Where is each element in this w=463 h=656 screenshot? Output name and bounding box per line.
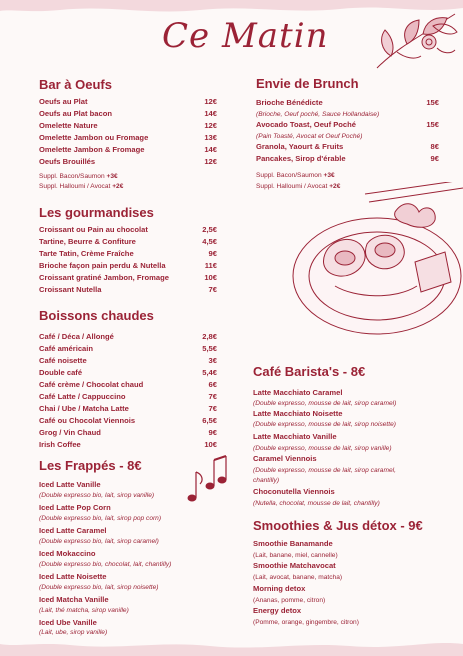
menu-item: Oeufs Brouillés 12€: [39, 157, 217, 166]
menu-item: Iced Latte Noisette: [39, 572, 107, 581]
menu-item: Latte Macchiato Noisette: [253, 409, 343, 418]
menu-item: Energy detox: [253, 606, 302, 615]
floral-illustration: [367, 8, 459, 74]
menu-item: Tartine, Beurre & Confiture 4,5€: [39, 237, 217, 246]
menu-item: Iced Latte Vanille: [39, 480, 101, 489]
menu-item: Granola, Yaourt & Fruits 8€: [256, 142, 439, 151]
section-title-barista: Café Barista's - 8€: [253, 364, 366, 379]
menu-item: Morning detox: [253, 584, 306, 593]
item-description: (Double expresso, mousse de lait, sirop vanille): [253, 445, 392, 452]
section-title-boissons: Boissons chaudes: [39, 308, 154, 323]
section-title-smoothies: Smoothies & Jus détox - 9€: [253, 518, 423, 533]
menu-item: Omelette Jambon ou Fromage 13€: [39, 133, 217, 142]
menu-item: Smoothie Matchavocat: [253, 561, 336, 570]
bottom-wave-decoration: [0, 638, 463, 656]
item-description: (Pain Toasté, Avocat et Oeuf Poché): [256, 133, 363, 140]
menu-item: Latte Macchiato Vanille: [253, 432, 337, 441]
menu-item: Iced Latte Pop Corn: [39, 503, 111, 512]
brand-logo: Ce Matin: [162, 16, 329, 56]
menu-item: Café Latte / Cappuccino 7€: [39, 392, 217, 401]
music-notes-decoration: [182, 452, 228, 512]
item-description: (Lait, thé matcha, sirop vanille): [39, 607, 129, 614]
menu-item: Café ou Chocolat Viennois 6,5€: [39, 416, 217, 425]
menu-item: Croissant ou Pain au chocolat 2,5€: [39, 225, 217, 234]
brunch-plate-illustration: [285, 182, 463, 340]
menu-item: Café noisette 3€: [39, 356, 217, 365]
menu-item: Oeufs au Plat bacon 14€: [39, 109, 217, 118]
menu-item: Café / Déca / Allongé 2,8€: [39, 332, 217, 341]
item-description: (Double expresso, mousse de lait, sirop caramel): [253, 400, 397, 407]
item-description: (Double expresso, mousse de lait, sirop caramel,: [253, 467, 396, 474]
menu-item: Irish Coffee 10€: [39, 440, 217, 449]
section-title-gourmandises: Les gourmandises: [39, 205, 154, 220]
item-description: (Double expresso bio, lait, sirop vanille): [39, 492, 155, 499]
item-description: (Double expresso bio, lait, sirop caramel): [39, 538, 159, 545]
item-description: chantilly): [253, 477, 280, 484]
menu-item: Tarte Tatin, Crème Fraîche 9€: [39, 249, 217, 258]
menu-item: Café américain 5,5€: [39, 344, 217, 353]
menu-item: Iced Mokaccino: [39, 549, 96, 558]
menu-item: Avocado Toast, Oeuf Poché 15€: [256, 120, 439, 129]
supplement-note: Suppl. Bacon/Saumon +3€: [39, 173, 118, 180]
menu-item: Grog / Vin Chaud 9€: [39, 428, 217, 437]
item-description: (Lait, banane, miel, cannelle): [253, 552, 338, 559]
menu-item: Brioche façon pain perdu & Nutella 11€: [39, 261, 217, 270]
menu-item: Pancakes, Sirop d'érable 9€: [256, 154, 439, 163]
menu-item: Caramel Viennois: [253, 454, 317, 463]
menu-item: Chai / Ube / Matcha Latte 7€: [39, 404, 217, 413]
item-description: (Double expresso bio, lait, sirop pop corn): [39, 515, 162, 522]
item-description: (Brioche, Oeuf poché, Sauce Hollandaise): [256, 111, 380, 118]
item-description: (Double expresso bio, chocolat, lait, chantilly): [39, 561, 172, 568]
menu-item: Choconutella Viennois: [253, 487, 335, 496]
menu-item: Omelette Nature 12€: [39, 121, 217, 130]
menu-item: Smoothie Banamande: [253, 539, 333, 548]
supplement-note: Suppl. Bacon/Saumon +3€: [256, 172, 335, 179]
menu-item: Oeufs au Plat 12€: [39, 97, 217, 106]
menu-item: Croissant Nutella 7€: [39, 285, 217, 294]
supplement-note: Suppl. Halloumi / Avocat +2€: [39, 183, 124, 190]
menu-item: Iced Matcha Vanille: [39, 595, 109, 604]
section-title-bar-oeufs: Bar à Oeufs: [39, 77, 112, 92]
section-title-frappes: Les Frappés - 8€: [39, 458, 142, 473]
section-title-brunch: Envie de Brunch: [256, 76, 359, 91]
menu-item: Iced Latte Caramel: [39, 526, 107, 535]
menu-item: Croissant gratiné Jambon, Fromage 10€: [39, 273, 217, 282]
menu-item: Double café 5,4€: [39, 368, 217, 377]
supplement-note: Suppl. Halloumi / Avocat +2€: [256, 183, 341, 190]
item-description: (Nutella, chocolat, mousse de lait, chantilly): [253, 500, 380, 507]
item-description: (Lait, ube, sirop vanille): [39, 629, 108, 636]
item-description: (Ananas, pomme, citron): [253, 597, 326, 604]
item-description: (Double expresso, mousse de lait, sirop noisette): [253, 421, 396, 428]
menu-item: Omelette Jambon & Fromage 14€: [39, 145, 217, 154]
item-description: (Lait, avocat, banane, matcha): [253, 574, 343, 581]
menu-item: Latte Macchiato Caramel: [253, 388, 343, 397]
item-description: (Double expresso bio, lait, sirop noisette): [39, 584, 159, 591]
menu-item: Iced Ube Vanille: [39, 618, 97, 627]
item-description: (Pomme, orange, gingembre, citron): [253, 619, 359, 626]
menu-item: Brioche Bénédicte 15€: [256, 98, 439, 107]
menu-item: Café crème / Chocolat chaud 6€: [39, 380, 217, 389]
